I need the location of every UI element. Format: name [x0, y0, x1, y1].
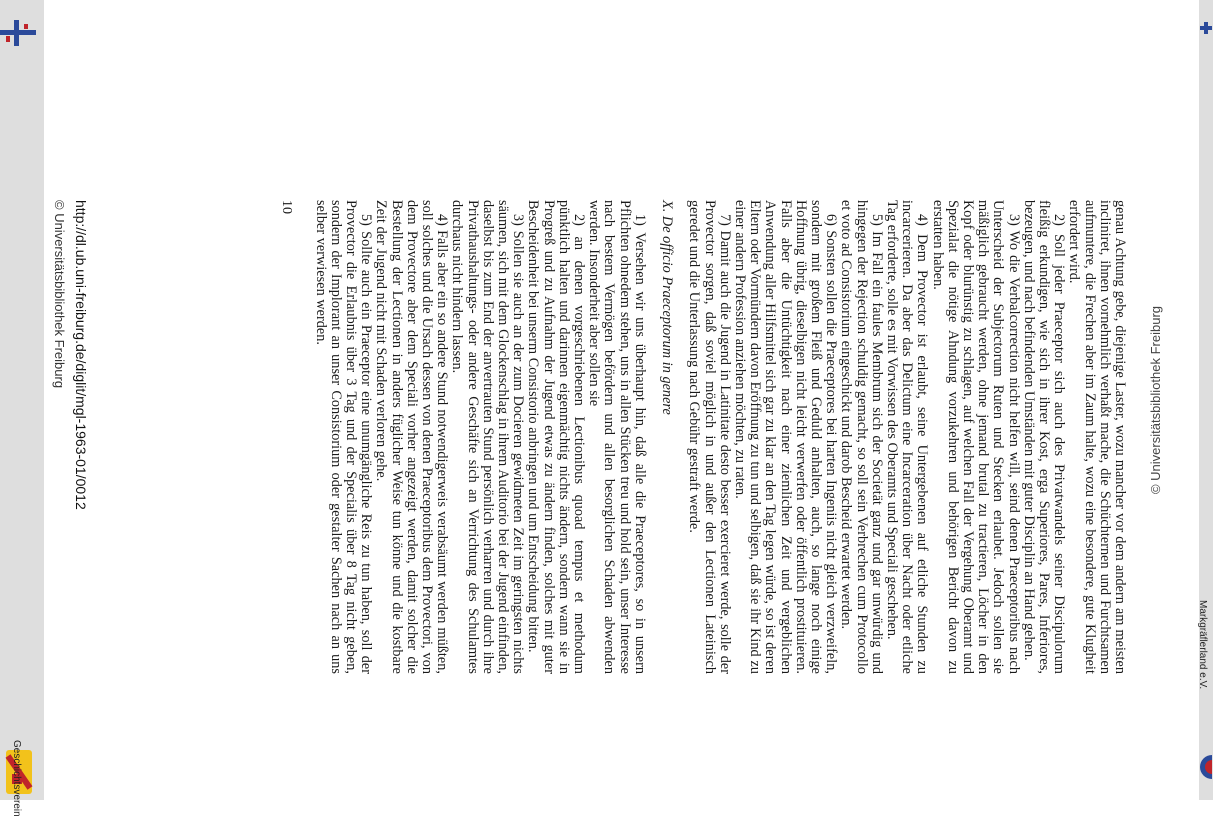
paragraph: 5) Im Fall ein faules Membrum sich der Societät ganz und gar unwürdig und hingegen der Rejection schuldig gemacht, so soll sein Verbrechen cum Protocollo et voto ad Consistorium eingeschickt und darob Bescheid erwartet werden.: [838, 200, 885, 674]
viewer-logo-icon[interactable]: [0, 20, 36, 46]
running-head: © Universitätsbibliothek Freiburg: [1148, 305, 1163, 495]
paragraph: 4) Dem Provector ist erlaubt, seine Untergebenen auf etliche Stunden zu incarcerieren. Da aber das Delictum eine Incarceration über Nacht oder etliche Tag erforderte, solle es mit Vorwissen des Oberamts und Speciali geschehen.: [883, 200, 931, 674]
paragraph: 6) Sonsten sollen die Praeceptores bei harten Ingeniis nicht gleich verzweifeln, sondern mit großem Fleiß und Geduld anhalten, auch, so lange noch einige Hoffnung übrig, dieselbigen nicht leicht verwerfen oder öffentlich prostituieren. Falls aber die Untüchtigkeit nach einer ziemlichen Zeit und vergeblichen Anwendung aller Hilfsmittel sich gar zu klar an den Tag legen würde, so ist deren Eltern oder Vormündern davon Eröffnung zu tun und selbigen, daß sie ihr Kind zu einer andern Profession anziehen möchten, zu raten.: [731, 200, 840, 674]
page-body: [312, 200, 1127, 674]
viewer-logo-small-icon[interactable]: [1200, 22, 1212, 34]
paragraph: 4) Falls aber ein so andere Stund notwendigerweis verabsäumt werden müßten, soll solches und die Ursach dessen von denen Praeceptoribus dem Provectori, von dem Provectore aber dem Speciali vorher angezeigt werden, damit solcher die Bestellung der Lectionen in anders füglicher Weise tun könne und die kostbare Zeit der Jugend nicht mit Schaden verloren gehe.: [373, 200, 451, 674]
paragraph: genau Achtung gebe, diejenige Laster, wozu mancher vor dem andern am meisten incliniret, ihnen vornehmlich verhaßt mache, die Schüchternen und Furchtsamen aufmuntere, die Frechen aber im Zaum halte, wozu eine besondere, gute Klugheit erfordert wird.: [1066, 200, 1128, 674]
society-label: Geschichtsverein: [11, 740, 22, 817]
scanned-page: [44, 0, 1199, 800]
paragraph: 3) Sollen sie auch an der zum Docieren gewidmeten Zeit im geringsten nichts säumen, sich mit dem Glockenschlag in ihrem Auditorio bei der Jugend einfinden, daselbst bis zum End der anvertrauten Stund persönlich verharren und durch ihre Privathaushaltungs- oder andere Geschäfte sich an Verrichtung des Schulamtes durchaus nicht hindern lassen.: [449, 200, 527, 674]
left-viewer-strip: [0, 0, 44, 817]
paragraph: 2) Soll jeder Praeceptor sich auch des Privatwandels seiner Discipulorum fleißig erkundigen, wie sich in ihrer Kost, erga Superiores, Pares, Inferiores, bezeugen, und nach befindenden Umständen mit guter Disciplin an Hand gehen.: [1020, 200, 1068, 674]
section-heading: X. De officio Praeceptorum in genere: [659, 200, 676, 415]
permalink[interactable]: http://dl.ub.uni-freiburg.de/diglit/mgl-1963-01/0012: [73, 200, 89, 510]
page-number: 10: [279, 200, 294, 214]
society-seal-icon: [1200, 752, 1212, 782]
paragraph: 7) Damit auch die Jugend in Latinitate desto besser exercieret werde, solle der Provector sorgen, daß soviel möglich in und außer den Lectionen Lateinisch geredet und die Unterlassung nach Gebühr gestraft werde.: [686, 200, 733, 674]
paragraph: 1) Versehen wir uns überhaupt hin, daß alle die Praeceptores, so in unsern Pflichten ohnedem stehen, uns in allen Stücken treu und hold sein, unser Interesse nach bestem Vermögen befördern und allen besorglichen Schaden abwenden werden. Insonderheit aber sollen sie: [586, 200, 648, 674]
paragraph: 3) Wo die Verbalcorrection nicht helfen will, seind denen Praeceptoribus nach Unterscheid der Subjectorum Ruten und Stecken erlaubet. Jedoch sollen sie mäßiglich gebraucht werden, ohne jemand brutal zu tractieren, Löcher in den Kopf oder blurünstig zu schlagen, auf welchen Fall der Vergehung Oberamt und Spezialat die nötige Ahndung vorzukehren und behörigen Bericht davon zu erstatten haben.: [929, 200, 1022, 674]
copyright-notice: © Universitätsbibliothek Freiburg: [52, 200, 67, 389]
paragraph: 2) an denen vorgeschriebenen Lectionibus quoad tempus et methodum pünktlich halten und darinnen eigenmächtig nichts ändern, sondern wann sie in Progreß und zu Aufnahm der Jugend etwas zu ändern finden, solches mit guter Bescheidenheit bei unserm Consistorio anbringen und um Entscheidung bitten.: [525, 200, 588, 674]
society-label-right: Markgräflerland e.V.: [1197, 600, 1208, 690]
paragraph: 5) Sollte auch ein Praeceptor eine unumgängliche Reis zu tun haben, soll der Provector die Erlaubnis über 3 Tag und der Specialis über 8 Tag nicht geben, sondern der Implorant an unser Consistorium oder gestalter Sachen nach an uns selber verwiesen werden.: [312, 200, 375, 674]
